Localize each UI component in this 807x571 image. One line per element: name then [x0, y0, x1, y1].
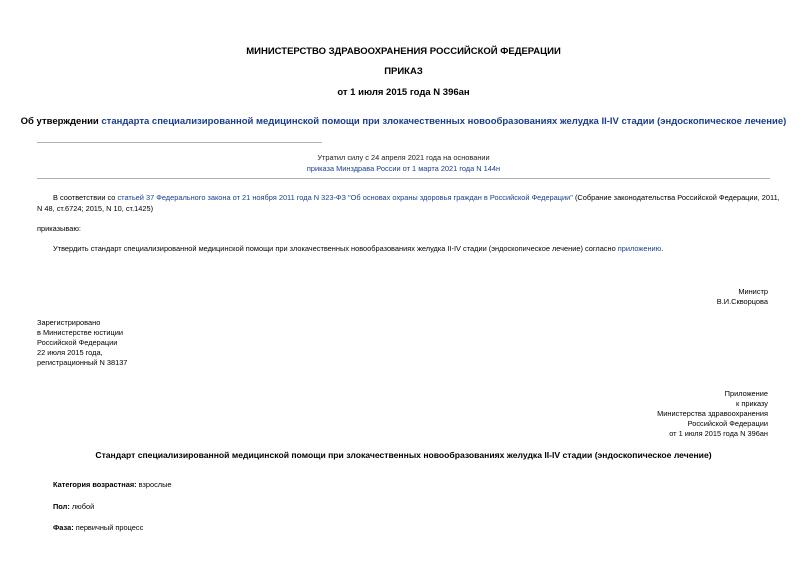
approval-text: Утвердить стандарт специализированной медицинской помощи при злокачественных новообразованиях желудка II-IV стадии (эндоскопическое лечение) согласно: [53, 244, 618, 253]
registration-line: Зарегистрировано: [37, 318, 101, 327]
registration-block: [37, 318, 127, 368]
appendix-line: Министерства здравоохранения: [657, 409, 768, 418]
field-value: первичный процесс: [73, 523, 144, 532]
registration-line: 22 июля 2015 года,: [37, 348, 103, 357]
appendix-line: Российской Федерации: [687, 419, 768, 428]
legal-basis-suffix: (Собрание законодательства Российской Федерации, 2011,: [572, 193, 780, 202]
field-value: взрослые: [136, 480, 172, 489]
divider-bottom: [37, 178, 770, 179]
approval-end: .: [661, 244, 664, 253]
appendix-link[interactable]: приложению: [617, 244, 662, 253]
field-label: Категория возрастная:: [53, 480, 137, 489]
legal-basis-line1: [53, 193, 780, 203]
registration-line: в Министерстве юстиции: [37, 328, 124, 337]
ministry-heading: МИНИСТЕРСТВО ЗДРАВООХРАНЕНИЯ РОССИЙСКОЙ ФЕДЕРАЦИИ: [246, 46, 561, 57]
order-date: от 1 июля 2015 года N 396ан: [337, 87, 470, 98]
order-verb: приказываю:: [37, 224, 81, 233]
registration-line: Российской Федерации: [37, 338, 118, 347]
law-article-link[interactable]: статьей 37 Федерального закона от 21 ноября 2011 года N 323-ФЗ "Об основах охраны здоровья граждан в Российской Федерации": [117, 193, 573, 202]
appendix-line: к приказу: [736, 399, 768, 408]
signature-name: В.И.Скворцова: [716, 297, 768, 306]
divider-top: [37, 142, 322, 143]
field-label: Фаза:: [53, 523, 74, 532]
approval-paragraph: [53, 244, 663, 254]
legal-basis-prefix: В соответствии со: [53, 193, 118, 202]
standard-title: Стандарт специализированной медицинской помощи при злокачественных новообразованиях желудка II-IV стадии (эндоскопическое лечение): [95, 450, 712, 460]
field-label: Пол:: [53, 502, 70, 511]
appendix-block: [657, 389, 768, 439]
field-sex: [53, 502, 94, 512]
appendix-line: от 1 июля 2015 года N 396ан: [669, 429, 768, 438]
signature-role: Министр: [738, 287, 768, 296]
repeal-notice: Утратил силу с 24 апреля 2021 года на основании: [317, 153, 490, 162]
title-prefix: Об утверждении: [20, 116, 102, 127]
order-heading: ПРИКАЗ: [384, 66, 423, 77]
field-age-category: [53, 480, 172, 490]
field-value: любой: [69, 502, 95, 511]
legal-basis-line2: N 48, ст.6724; 2015, N 10, ст.1425): [37, 204, 154, 213]
field-phase: [53, 523, 143, 533]
document-title: [0, 116, 807, 127]
registration-line: регистрационный N 38137: [37, 358, 128, 367]
appendix-line: Приложение: [724, 389, 768, 398]
title-link[interactable]: стандарта специализированной медицинской помощи при злокачественных новообразованиях желудка II-IV стадии (эндоскопическое лечение): [101, 116, 787, 127]
repeal-order-link[interactable]: приказа Минздрава России от 1 марта 2021 года N 144н: [306, 164, 501, 173]
repeal-notice-link-line: [0, 164, 807, 174]
